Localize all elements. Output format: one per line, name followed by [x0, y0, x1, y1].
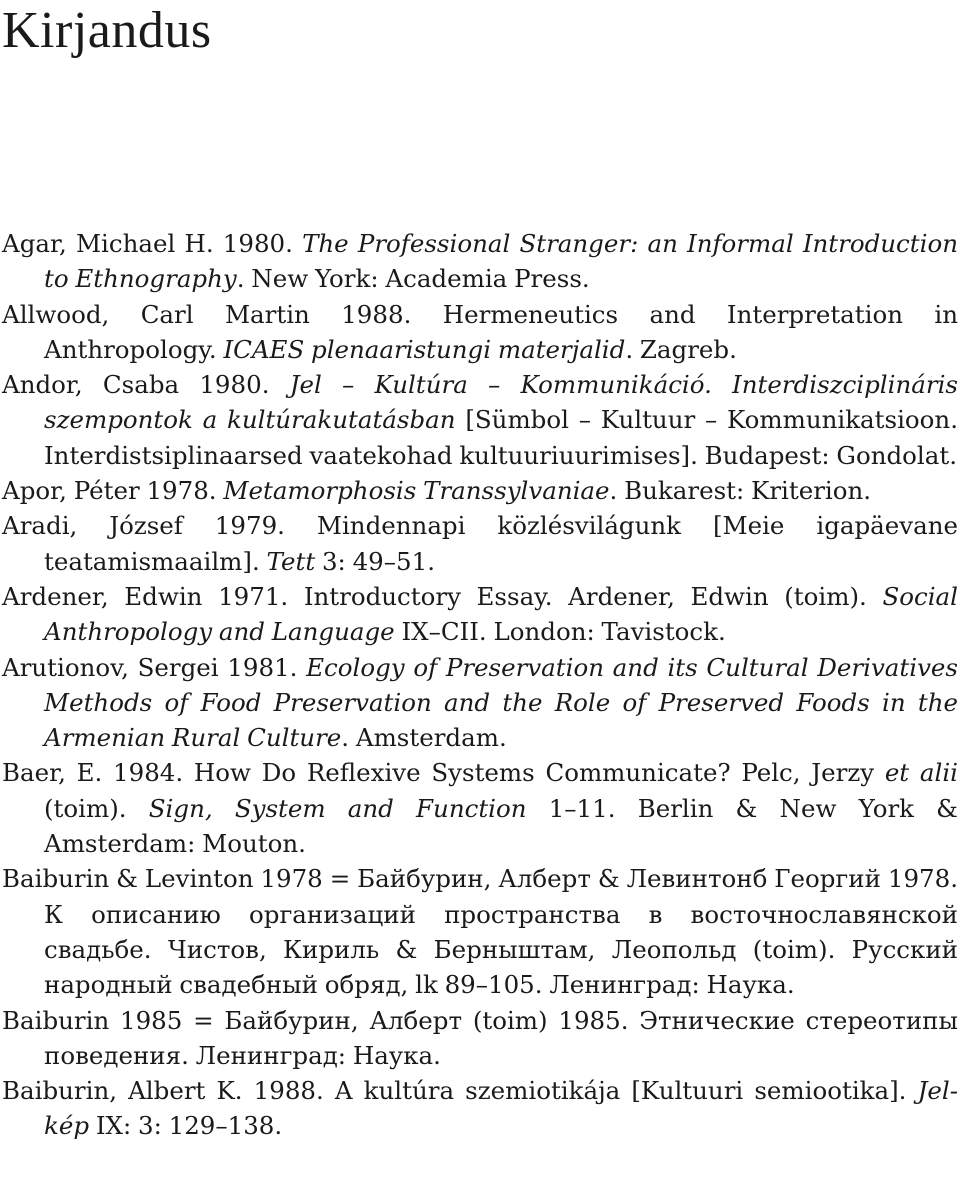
bibliography-entry: Baiburin & Levinton 1978 = Байбурин, Алберт & Левинтонб Георгий 1978. К описанию организаций пространства в восточнославянской свадьбе. Чистов, Кириль & Берныштам, Леопольд (toim). Русский народный свадебный обряд, lk 89–105. Ленинград: Наука. — [2, 864, 958, 1000]
bibliography-entry: Ardener, Edwin 1971. Introductory Essay. Ardener, Edwin (toim). Social Anthropology and Language IX–CII. London: Tavistock. — [2, 581, 958, 647]
page-title: Kirjandus — [2, 2, 212, 59]
bibliography-entry: Aradi, József 1979. Mindennapi közlésvilágunk [Meie igapäevane teatamismaailm]. Tett 3: 49–51. — [2, 511, 958, 576]
bibliography-entry: Baiburin 1985 = Байбурин, Алберт (toim) 1985. Этнические стереотипы поведения. Ленинград: Наука. — [2, 1005, 958, 1070]
bibliography-entry: Agar, Michael H. 1980. The Professional Stranger: an Informal Introduction to Ethnography. New York: Academia Press. — [2, 229, 958, 294]
bibliography-entry: Arutionov, Sergei 1981. Ecology of Preservation and its Cultural Derivatives Methods of Food Preservation and the Role of Preserved Foods in the Armenian Rural Culture. Amsterdam. — [2, 652, 958, 753]
bibliography-entry: Apor, Péter 1978. Metamorphosis Transsylvaniae. Bukarest: Kriterion. — [2, 476, 872, 506]
bibliography-entry: Baer, E. 1984. How Do Reflexive Systems Communicate? Pelc, Jerzy et alii (toim). Sign, System and Function 1–11. Berlin & New York & Amsterdam: Mouton. — [2, 758, 959, 859]
bibliography-entry: Andor, Csaba 1980. Jel – Kultúra – Kommunikáció. Interdiszciplináris szempontok a kultúrakutatásban [Sümbol – Kultuur – Kommunikatsioon. Interdistsiplinaarsed vaatekohad kultuuriuurimises]. Budapest: Gondolat. — [2, 370, 958, 470]
bibliography-entry: Baiburin, Albert K. 1988. A kultúra szemiotikája [Kultuuri semiootika]. Jel-kép IX: 3: 129–138. — [2, 1076, 958, 1141]
bibliography-entry: Allwood, Carl Martin 1988. Hermeneutics and Interpretation in Anthropology. ICAES plenaaristungi materjalid. Zagreb. — [2, 299, 958, 364]
bibliography-list — [2, 226, 958, 1144]
